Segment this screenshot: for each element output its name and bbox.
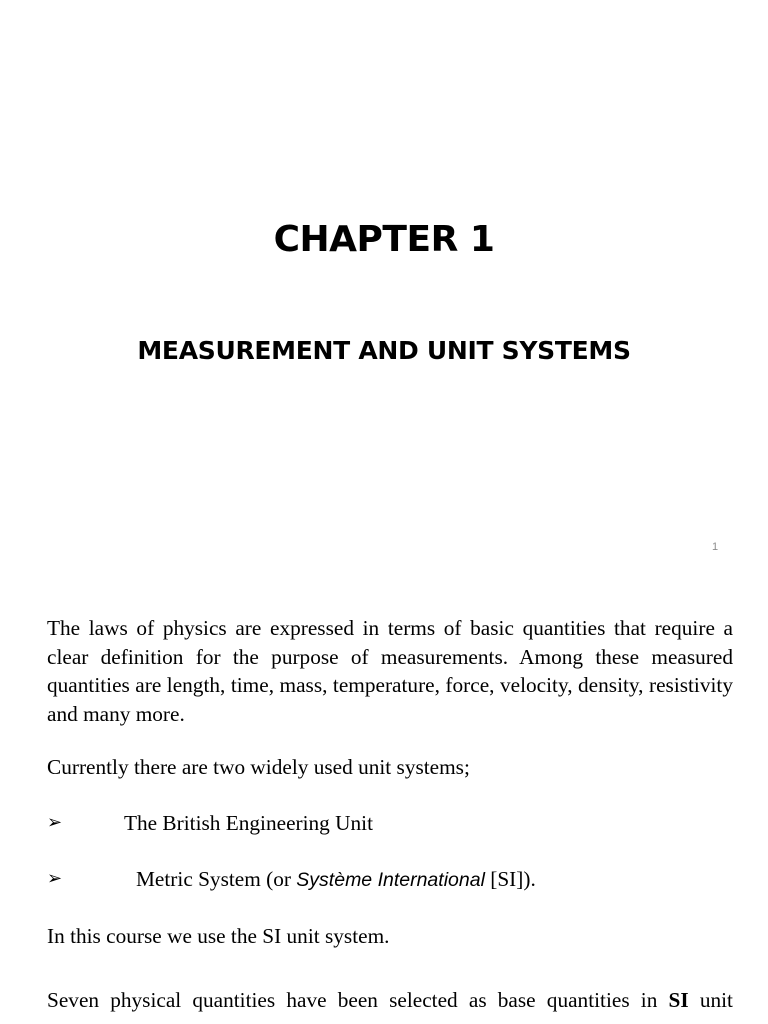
intro-paragraph: The laws of physics are expressed in terms of basic quantities that require a clear definition for the purpose of measurements. Among these measured quantities are length, time, mass, temperature, force, velocity, density, resistivity and many more. [47, 616, 733, 726]
bullet-text: The British Engineering Unit [124, 811, 374, 835]
arrowhead-bullet-icon: ➢ [47, 868, 63, 889]
bullet-text-italic: Système International [296, 869, 485, 891]
si-bold-text: SI [668, 988, 689, 1012]
course-statement: In this course we use the SI unit system. [47, 924, 390, 948]
current-systems-text: Currently there are two widely used unit systems; [47, 755, 470, 779]
bullet-text-before: Metric System (or [136, 867, 297, 891]
seven-text-after: unit [688, 988, 733, 1012]
arrowhead-bullet-icon: ➢ [47, 812, 63, 833]
chapter-title: CHAPTER 1 [273, 219, 495, 260]
seven-text-before: Seven physical quantities have been selected as base quantities in [47, 988, 669, 1012]
slide-number: 1 [712, 541, 719, 553]
bullet-text-after: [SI]). [484, 867, 536, 891]
seven-quantities-text [47, 986, 733, 1015]
bullet-text [136, 865, 536, 895]
chapter-subtitle: MEASUREMENT AND UNIT SYSTEMS [137, 336, 631, 365]
